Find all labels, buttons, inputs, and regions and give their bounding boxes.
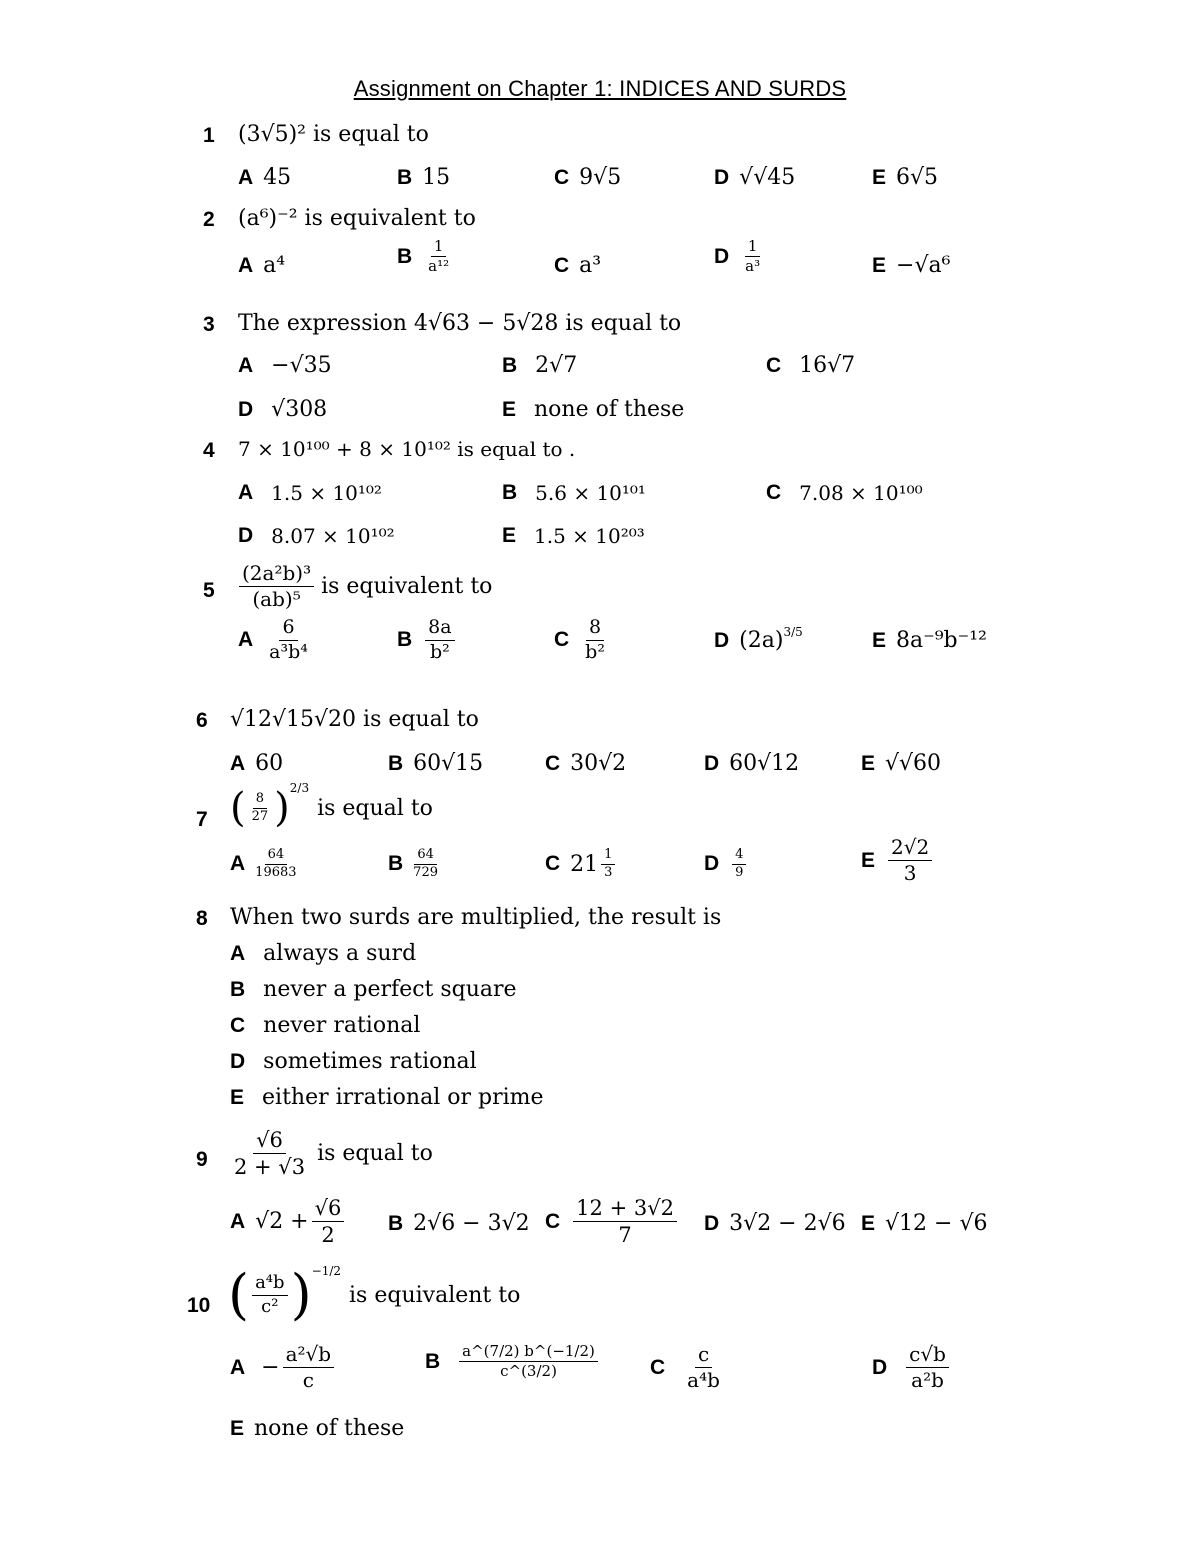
stem-text: is equal to (317, 1141, 433, 1167)
option-letter: A (238, 628, 254, 652)
option-letter: C (554, 165, 570, 189)
denominator: 3 (604, 864, 613, 880)
option-letter: B (502, 353, 518, 377)
option-letter: A (238, 353, 254, 377)
option-text: 60 (255, 751, 284, 776)
option-letter: E (230, 1416, 245, 1440)
option-letter: D (714, 165, 730, 189)
numerator: 1 (431, 238, 447, 257)
option-letter: A (238, 481, 254, 504)
question-number: 8 (196, 907, 208, 930)
question-stem: (3√5)² is equal to (238, 122, 429, 147)
option-letter: B (388, 852, 404, 876)
option-letter: D (704, 852, 720, 876)
fraction (684, 1343, 723, 1392)
option-e (861, 836, 935, 885)
question-stem: √12√15√20 is equal to (230, 707, 479, 732)
option-letter: E (502, 524, 517, 547)
option-text: −√35 (271, 353, 332, 378)
fraction (425, 238, 452, 276)
denominator: 2 + √3 (234, 1155, 306, 1180)
option-text: 5.6 × 10¹⁰¹ (535, 481, 646, 505)
exponent: −1/2 (311, 1264, 342, 1278)
numerator: 64 (265, 848, 288, 865)
option-letter: C (766, 481, 782, 504)
numerator: 8a (425, 617, 454, 641)
question-number: 5 (203, 579, 215, 602)
option-text: always a surd (263, 941, 417, 966)
denominator: c (302, 1368, 314, 1392)
option-text: 45 (263, 165, 292, 190)
option-letter: A (230, 852, 246, 876)
question-stem (228, 1263, 521, 1326)
option-letter: C (230, 1013, 246, 1037)
numerator: 12 + 3√2 (573, 1196, 677, 1222)
exponent: 2/3 (289, 781, 310, 795)
numerator: 4 (732, 848, 746, 865)
option-e (872, 165, 938, 190)
option-text: 9√5 (579, 165, 622, 190)
option-b (397, 165, 450, 190)
option-e (861, 751, 941, 776)
stem-text: is equivalent to (321, 574, 493, 599)
option-letter: C (554, 253, 570, 277)
option-letter: C (545, 751, 561, 775)
numerator: 2√2 (888, 836, 932, 861)
denominator: a³b⁴ (269, 640, 308, 663)
option-a (230, 1196, 347, 1247)
option-a (238, 481, 382, 505)
numerator: c√b (906, 1343, 949, 1368)
denominator: 27 (251, 808, 269, 824)
fraction (573, 1196, 677, 1247)
question-stem (228, 1128, 433, 1179)
fraction (888, 836, 932, 885)
fraction (252, 1273, 287, 1317)
numerator: a²√b (283, 1343, 335, 1368)
numerator: 64 (414, 848, 437, 865)
option-d: D (2a) $^{3/5}$ (714, 624, 803, 653)
question-stem: (a⁶)⁻² is equivalent to (238, 206, 476, 231)
option-d (872, 1343, 952, 1392)
denominator: a¹² (428, 257, 450, 276)
numerator: √6 (253, 1128, 286, 1154)
option-letter: B (425, 1349, 441, 1373)
option-d (238, 524, 395, 548)
fraction (601, 848, 615, 881)
option-letter: E (230, 1085, 245, 1109)
option-letter: C (554, 628, 570, 652)
option-letter: B (388, 751, 404, 775)
denominator: (ab)⁵ (252, 587, 301, 611)
option-letter: A (238, 253, 254, 277)
option-letter: D (230, 1049, 246, 1073)
option-text: 7.08 × 10¹⁰⁰ (799, 481, 923, 505)
option-text: √√45 (739, 165, 796, 190)
fraction (742, 238, 763, 276)
fraction (249, 792, 272, 825)
option-text: 2√7 (535, 353, 578, 378)
fraction (231, 1128, 308, 1179)
fraction (732, 848, 746, 881)
option-e (230, 1085, 544, 1110)
option-b (425, 1343, 601, 1381)
option-c (545, 751, 626, 776)
option-c (766, 481, 923, 505)
fraction (283, 1343, 335, 1392)
option-letter: D (714, 244, 730, 268)
option-b (388, 1211, 530, 1236)
option-e (230, 1416, 404, 1441)
denominator: 3 (903, 861, 917, 885)
option-letter: E (502, 397, 517, 421)
option-a (238, 253, 285, 278)
option-text: a³ (579, 253, 602, 278)
option-text: sometimes rational (263, 1049, 477, 1074)
fraction (266, 617, 311, 664)
option-e (502, 397, 684, 422)
option-c (554, 253, 601, 278)
option-text: √√60 (885, 751, 942, 776)
fraction (906, 1343, 949, 1392)
page-title: Assignment on Chapter 1: INDICES AND SURDS (353, 76, 847, 101)
numerator: a^(7/2) b^(−1/2) (459, 1343, 598, 1362)
option-letter: A (230, 1209, 246, 1233)
denominator: 2 (321, 1223, 335, 1248)
option-a (238, 353, 332, 378)
denominator: a²b (911, 1368, 944, 1392)
option-letter: E (872, 253, 887, 277)
option-text: (2a) (739, 628, 784, 653)
numerator: c (695, 1343, 712, 1368)
question-stem (230, 781, 433, 831)
question-number: 7 (196, 808, 208, 831)
option-text: 21 (570, 851, 599, 877)
numerator: 1 (601, 848, 615, 865)
option-text: never rational (263, 1013, 421, 1038)
option-e (872, 628, 987, 653)
question-number: 1 (203, 124, 215, 147)
option-a (230, 848, 303, 881)
option-text: none of these (254, 1416, 405, 1441)
option-letter: D (714, 628, 730, 652)
option-b (397, 238, 455, 276)
option-text: √12 − √6 (885, 1211, 988, 1236)
option-a (230, 1343, 337, 1392)
option-letter: A (238, 165, 254, 189)
denominator: 9 (735, 864, 744, 880)
option-d (238, 397, 327, 422)
option-text: 1.5 × 10²⁰³ (534, 524, 645, 548)
option-letter: D (872, 1355, 888, 1379)
option-letter: D (238, 397, 254, 421)
left-paren: ( (230, 785, 246, 831)
numerator: (2a²b)³ (239, 562, 314, 587)
option-letter: E (861, 848, 876, 872)
option-d (704, 848, 749, 881)
option-b (230, 977, 517, 1002)
denominator: a⁴b (687, 1368, 720, 1392)
option-letter: D (704, 751, 720, 775)
right-paren: ) (290, 1263, 312, 1326)
denominator: 19683 (255, 864, 297, 880)
option-letter: E (872, 165, 887, 189)
option-text: − (261, 1355, 280, 1380)
option-text: 30√2 (570, 751, 627, 776)
option-letter: C (545, 1209, 561, 1233)
option-b (388, 751, 483, 776)
numerator: 8 (586, 617, 604, 641)
option-letter: B (230, 977, 246, 1001)
option-b (397, 617, 458, 664)
option-letter: A (230, 941, 246, 965)
fraction (410, 848, 441, 881)
denominator: c^(3/2) (500, 1362, 557, 1381)
option-d (704, 1211, 846, 1236)
fraction (425, 617, 454, 664)
fraction (459, 1343, 598, 1381)
option-letter: B (397, 244, 413, 268)
option-letter: B (397, 165, 413, 189)
option-b (388, 848, 444, 881)
fraction (312, 1196, 345, 1247)
option-letter: C (650, 1355, 666, 1379)
left-paren: ( (228, 1263, 250, 1326)
option-e (502, 524, 645, 548)
question-stem (236, 562, 492, 611)
option-letter: B (502, 481, 518, 504)
option-c (650, 1343, 726, 1392)
option-d (714, 238, 766, 276)
denominator: b² (429, 640, 450, 663)
option-c (554, 617, 611, 664)
option-d (230, 1049, 477, 1074)
numerator: 6 (279, 617, 297, 641)
option-text: a⁴ (263, 253, 286, 278)
option-text: never a perfect square (263, 977, 517, 1002)
fraction (582, 617, 608, 664)
denominator: 7 (618, 1223, 632, 1248)
option-d (704, 751, 799, 776)
option-c (766, 353, 855, 378)
denominator: a³ (745, 257, 761, 276)
option-text: either irrational or prime (262, 1085, 544, 1110)
fraction (239, 562, 314, 611)
option-c (230, 1013, 420, 1038)
question-number: 6 (196, 709, 208, 732)
option-b (502, 353, 577, 378)
option-letter: E (861, 1211, 876, 1235)
numerator: 1 (745, 238, 761, 257)
denominator: b² (585, 640, 605, 663)
option-text: 8a⁻⁹b⁻¹² (896, 628, 987, 653)
option-text: √308 (271, 397, 328, 422)
right-paren: ) (274, 785, 290, 831)
numerator: 8 (253, 792, 267, 809)
numerator: √6 (312, 1196, 345, 1222)
option-text: none of these (534, 397, 685, 422)
option-text: −√a⁶ (896, 253, 951, 278)
option-a (238, 165, 291, 190)
denominator: 729 (413, 864, 438, 880)
question-number: 10 (187, 1294, 211, 1317)
question-number: 4 (203, 439, 215, 462)
option-a (230, 941, 416, 966)
question-stem: The expression 4√63 − 5√28 is equal to (238, 311, 682, 336)
question-number: 9 (196, 1148, 208, 1171)
option-text: 15 (422, 165, 451, 190)
option-letter: B (388, 1211, 404, 1235)
option-text: √2 + (255, 1209, 309, 1235)
option-c (545, 848, 618, 881)
option-b (502, 481, 646, 505)
option-a (230, 751, 283, 776)
option-letter: C (766, 353, 782, 377)
option-letter: B (397, 628, 413, 652)
question-stem: 7 × 10¹⁰⁰ + 8 × 10¹⁰² is equal to . (238, 437, 576, 461)
option-letter: A (230, 751, 246, 775)
option-e (872, 253, 950, 278)
option-text: 6√5 (896, 165, 939, 190)
option-text: 3√2 − 2√6 (729, 1211, 846, 1236)
fraction (252, 848, 299, 881)
option-text: 1.5 × 10¹⁰² (271, 481, 382, 505)
option-text: 2√6 − 3√2 (413, 1211, 530, 1236)
option-a (238, 617, 314, 664)
option-letter: D (704, 1211, 720, 1235)
option-c (545, 1196, 680, 1247)
option-letter: C (545, 852, 561, 876)
option-text: 8.07 × 10¹⁰² (271, 524, 395, 548)
option-letter: D (238, 524, 254, 547)
option-letter: E (861, 751, 876, 775)
question-number: 3 (203, 313, 215, 336)
numerator: a⁴b (252, 1273, 287, 1296)
option-letter: A (230, 1355, 246, 1379)
stem-text: is equal to (317, 795, 433, 821)
option-c (554, 165, 621, 190)
question-stem: When two surds are multiplied, the result is (230, 905, 722, 930)
denominator: c² (261, 1295, 279, 1317)
stem-text: is equivalent to (349, 1282, 521, 1308)
option-text: 16√7 (799, 353, 856, 378)
option-letter: E (872, 628, 887, 652)
option-e (861, 1211, 987, 1236)
option-d (714, 165, 795, 190)
option-text: 60√15 (413, 751, 484, 776)
option-text: 60√12 (729, 751, 800, 776)
question-number: 2 (203, 208, 215, 231)
